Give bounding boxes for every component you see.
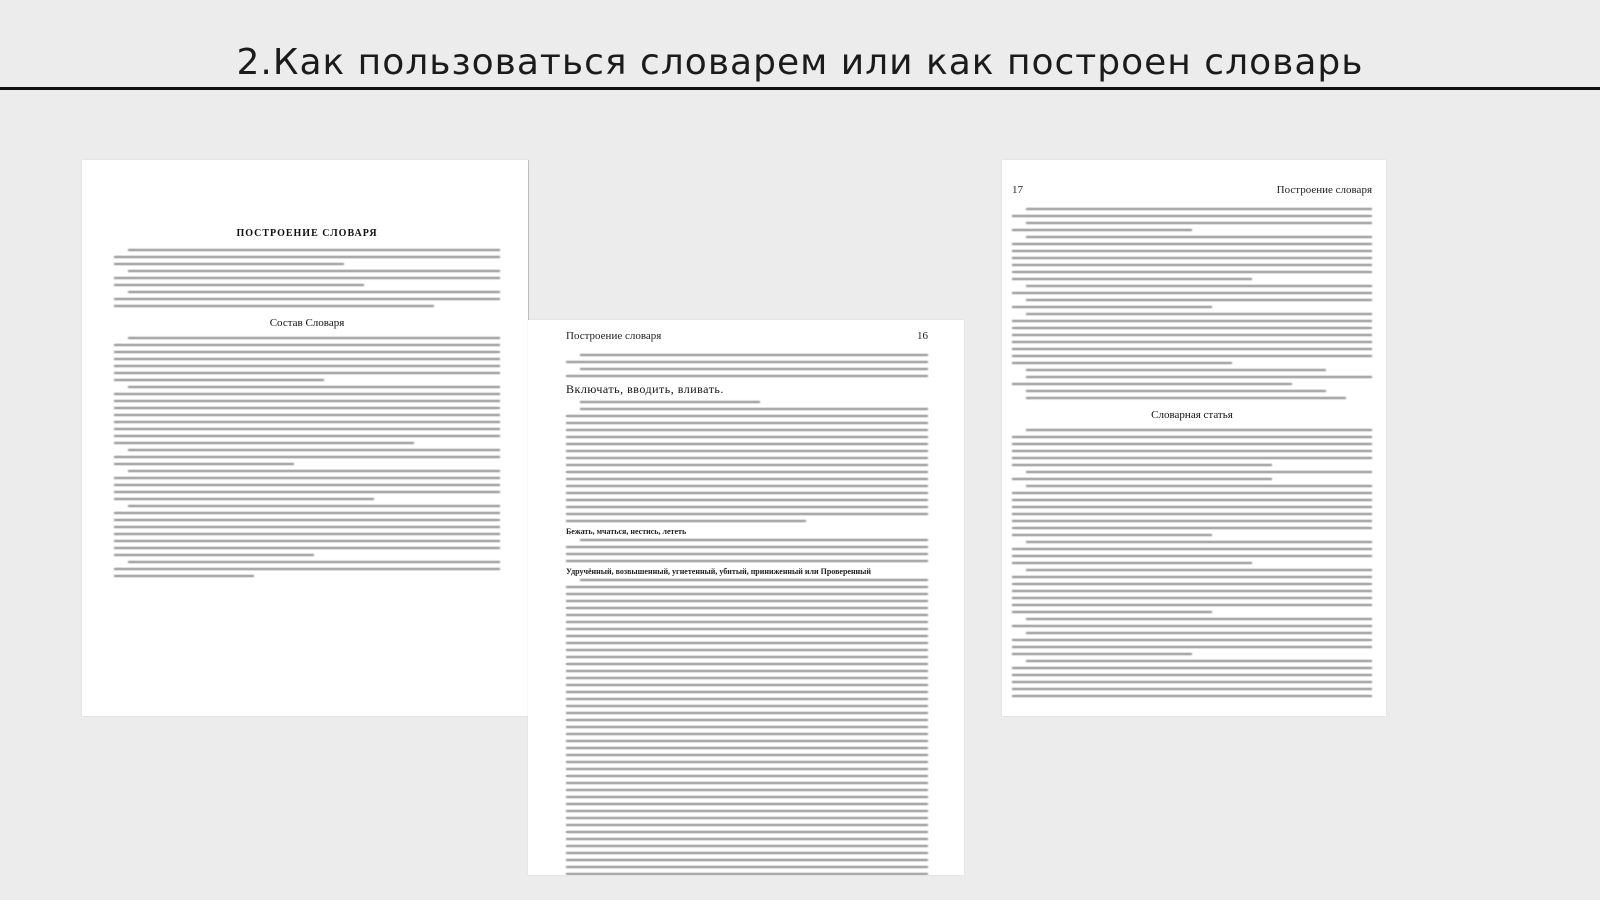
page-2-bold-line-2: Удручённый, возвышенный, угнетенный, убитый, приниженный или Проверенный	[566, 567, 872, 576]
page-1-section-title: Состав Словаря	[269, 317, 345, 329]
page-2-running-head: Построение словаря	[566, 330, 662, 342]
slide-title: 2.Как пользоваться словарем или как построен словарь	[236, 42, 1364, 83]
page-2-example-line: Включать, вводить, вливать.	[566, 382, 724, 396]
document-page-1	[82, 160, 528, 716]
document-page-3	[1002, 160, 1386, 716]
page-2-bold-line-1: Бежать, мчаться, нестись, лететь	[566, 527, 687, 536]
page-3-running-head: Построение словаря	[1276, 184, 1372, 196]
page-2-text-block-2	[566, 401, 928, 522]
page-1-heading: ПОСТРОЕНИЕ СЛОВАРЯ	[236, 228, 378, 239]
page-3-header	[1012, 184, 1372, 196]
page-1-text-block-1	[114, 249, 500, 307]
page-2-text-block-3	[566, 539, 928, 562]
page-3-text-block-1	[1012, 208, 1372, 399]
page-2-header	[566, 330, 928, 342]
title-divider	[0, 87, 1600, 90]
page-3-section-title: Словарная статья	[1151, 409, 1233, 421]
page-2-number: 16	[917, 330, 928, 342]
page-3-text-block-2	[1012, 429, 1372, 697]
document-page-2	[528, 320, 964, 875]
page-2-text-block-4	[566, 579, 928, 875]
page-3-number: 17	[1012, 184, 1023, 196]
page-2-text-block-1	[566, 354, 928, 377]
page-1-text-block-2	[114, 337, 500, 577]
